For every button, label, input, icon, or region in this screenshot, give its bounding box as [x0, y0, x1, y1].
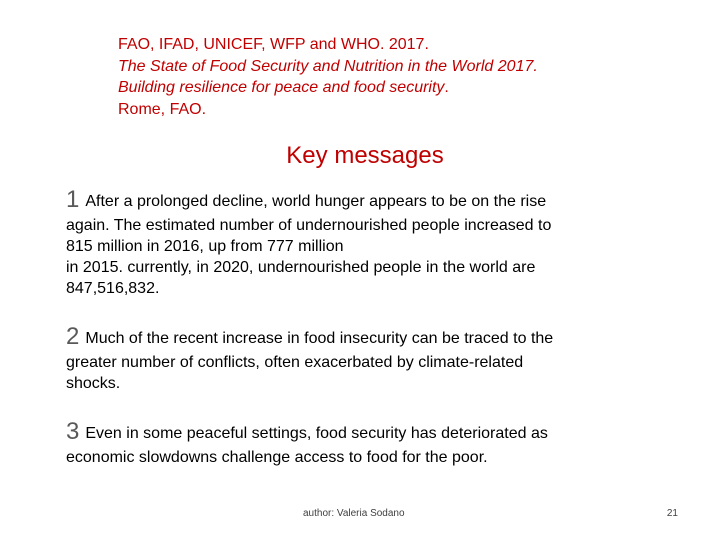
- message-line: greater number of conflicts, often exacerbated by climate-related: [66, 354, 524, 371]
- footer-author: author: Valeria Sodano: [303, 508, 405, 519]
- citation-report-title: The State of Food Security and Nutrition in the World 2017.: [118, 57, 538, 75]
- citation-publisher: Rome, FAO.: [118, 100, 207, 118]
- message-number: 3: [66, 418, 80, 445]
- message-lead-text: Much of the recent increase in food insecurity can be traced to the: [85, 330, 554, 347]
- citation-subtitle-period: .: [444, 79, 449, 96]
- citation-subtitle: Building resilience for peace and food security: [118, 79, 445, 96]
- message-line: again. The estimated number of undernourished people increased to: [66, 217, 552, 234]
- message-first-line: [66, 323, 656, 350]
- citation-block: [118, 34, 678, 120]
- message-line: economic slowdowns challenge access to food for the poor.: [66, 449, 488, 466]
- message-first-line: [66, 186, 656, 213]
- message-line: shocks.: [66, 375, 121, 392]
- message-line: 847,516,832.: [66, 280, 160, 297]
- message-line: in 2015. currently, in 2020, undernourished people in the world are: [66, 259, 536, 276]
- page-number: 21: [666, 508, 678, 519]
- message-lead-text: Even in some peaceful settings, food security has deteriorated as: [85, 425, 548, 442]
- key-message-3: [66, 418, 656, 468]
- message-first-line: [66, 418, 656, 445]
- citation-authors: FAO, IFAD, UNICEF, WFP and WHO. 2017.: [118, 36, 429, 53]
- message-number: 1: [66, 186, 80, 213]
- key-message-2: [66, 323, 656, 394]
- key-messages-heading: Key messages: [286, 142, 444, 169]
- message-line: 815 million in 2016, up from 777 million: [66, 238, 344, 255]
- citation-subtitle-line: [118, 77, 678, 99]
- message-number: 2: [66, 323, 80, 350]
- key-message-1: [66, 186, 656, 299]
- message-lead-text: After a prolonged decline, world hunger appears to be on the rise: [85, 193, 547, 210]
